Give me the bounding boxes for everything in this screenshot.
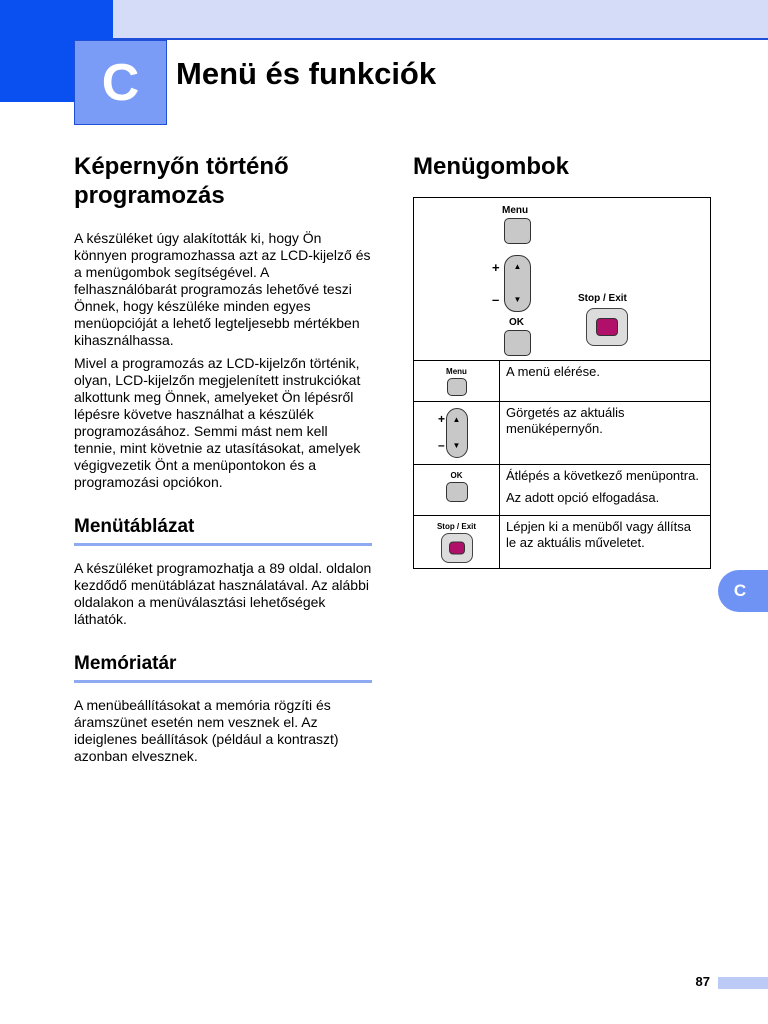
table-row <box>414 402 711 465</box>
arrow-up-icon: ▲ <box>452 415 461 424</box>
arrow-down-icon: ▼ <box>513 295 522 304</box>
ok-key-label: OK <box>450 471 463 480</box>
icon-cell <box>414 516 500 569</box>
page-number-bar <box>718 977 768 989</box>
minus-sign: – <box>438 438 445 452</box>
panel-ok-button <box>504 330 531 356</box>
right-column <box>413 152 711 569</box>
panel-up-down-rocker <box>504 255 531 312</box>
stop-icon <box>596 318 618 336</box>
subheading-menu-table: Menütáblázat <box>74 515 372 546</box>
description-cell <box>500 516 711 569</box>
description-cell <box>500 402 711 465</box>
control-panel-illustration <box>414 198 711 361</box>
section-heading-screen-programming: Képernyőn történő programozás <box>74 153 289 209</box>
row-text: Lépjen ki a menüből vagy állítsa le az aktuális műveletet. <box>506 519 692 550</box>
memory-text: A menübeállításokat a memória rögzíti és áramszünet esetén nem vesznek el. Az ideiglenes beállítások (például a kontraszt) azonban elvesznek. <box>74 697 339 764</box>
subheading-memory: Memóriatár <box>74 652 372 683</box>
row-text: Átlépés a következő menüpontra. <box>506 468 699 483</box>
panel-minus-sign: – <box>492 292 500 307</box>
stop-icon <box>449 542 465 555</box>
description-cell <box>500 465 711 516</box>
menu-button-icon <box>447 378 467 396</box>
intro-paragraph: A készüléket úgy alakították ki, hogy Ön könnyen programozhassa azt az LCD-kijelző és a menügombok segítségével. A felhasználóbarát programozás lehetővé teszi Önnek, hogy készüléke minden egyes menüopcióját a lehető legteljesebb mértékben kihasználhassa. <box>74 230 371 348</box>
panel-plus-sign: + <box>492 260 500 275</box>
icon-cell <box>414 465 500 516</box>
panel-menu-label: Menu <box>502 205 529 216</box>
page-number: 87 <box>695 974 710 989</box>
table-row <box>414 361 711 402</box>
left-column <box>74 152 372 771</box>
chapter-side-tab: C <box>718 570 768 612</box>
stop-exit-key-label: Stop / Exit <box>436 522 477 531</box>
stop-exit-button-icon <box>441 533 473 563</box>
arrow-down-icon: ▼ <box>452 441 461 450</box>
icon-cell <box>414 361 500 402</box>
menu-keys-table <box>413 197 711 569</box>
section-heading-menu-keys: Menügombok <box>413 153 569 180</box>
header-band <box>0 0 768 38</box>
menu-key-label: Menu <box>446 367 467 376</box>
plus-sign: + <box>438 412 446 426</box>
row-text: Az adott opció elfogadása. <box>506 490 660 505</box>
up-down-rocker-icon <box>446 408 468 458</box>
table-row <box>414 516 711 569</box>
arrow-up-icon: ▲ <box>513 262 522 271</box>
panel-ok-label: OK <box>509 317 524 328</box>
row-text: A menü elérése. <box>506 364 600 379</box>
menu-table-section <box>74 515 372 628</box>
panel-stop-exit-button <box>586 308 628 346</box>
intro-paragraph: Mivel a programozás az LCD-kijelzőn történik, olyan, LCD-kijelzőn megjelenített instrukciókat alkottunk meg Önnek, amelyeket Ön lépésről lépésre követve használhat a készülék programozásához. Semmi mást nem kell tennie, mint követnie az utasításokat, amelyek végigvezetik Önt a menüpontokon és a programozási opciókon. <box>74 355 361 490</box>
panel-stop-exit-label: Stop / Exit <box>578 293 627 304</box>
ok-button-icon <box>446 482 468 502</box>
panel-menu-button <box>504 218 531 244</box>
description-cell <box>500 361 711 402</box>
table-row <box>414 465 711 516</box>
chapter-title: Menü és funkciók <box>176 56 437 91</box>
icon-cell <box>414 402 500 465</box>
memory-section <box>74 652 372 765</box>
row-text: Görgetés az aktuális menüképernyőn. <box>506 405 625 436</box>
menu-table-text: A készüléket programozhatja a 89 oldal. oldalon kezdődő menütáblázat használatával. Az alábbi oldalakon a menüválasztási lehetőségek láthatók. <box>74 560 372 627</box>
chapter-letter-box: C <box>74 40 167 125</box>
